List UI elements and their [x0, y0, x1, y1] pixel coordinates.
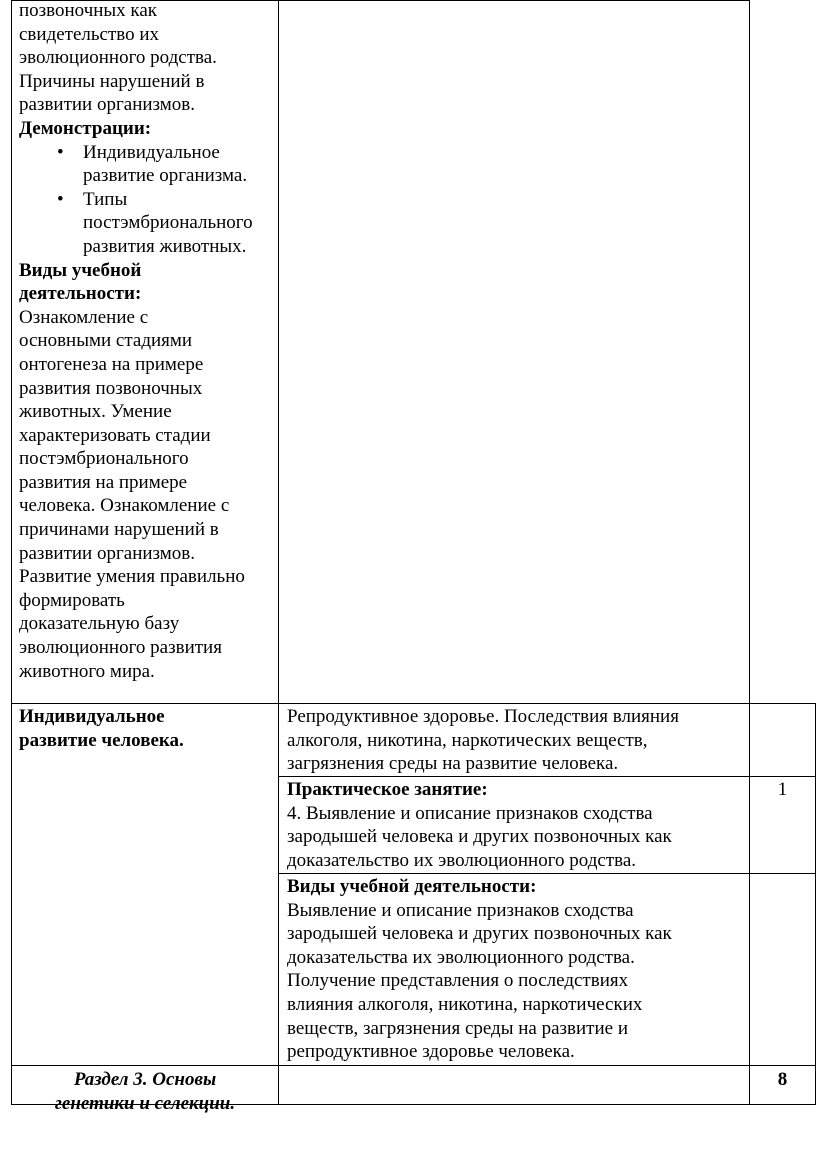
text-line: Ознакомление с [19, 306, 149, 328]
section-title-cell [12, 1068, 278, 1115]
row2-content-cell [287, 705, 747, 776]
text-line: зародышей человека и других позвоночных как [287, 923, 672, 945]
activity-heading: Виды учебной деятельности: [287, 876, 537, 897]
demonstrations-heading: Демонстрации: [19, 117, 152, 139]
text-line: Виды учебной [19, 259, 142, 281]
row2-hours-cell: 1 [777, 779, 788, 800]
text-line: деятельности: [19, 283, 142, 305]
row2-activity-cell [287, 875, 747, 1064]
text-line: доказательство их эволюционного родства. [287, 849, 637, 871]
text-line: развития животных. [83, 235, 247, 257]
text-line: постэмбрионального [83, 212, 253, 234]
text-line: веществ, загрязнения среды на развитие и [287, 1017, 628, 1039]
text-line: онтогенеза на примере [19, 353, 204, 375]
row2-topic-cell [19, 705, 277, 752]
text-line: Индивидуальное [19, 706, 165, 727]
activity-text [19, 306, 277, 684]
text-line: влияния алкоголя, никотина, наркотических [287, 993, 643, 1015]
text-line: развитии организмов. [19, 542, 196, 564]
column-divider-2 [749, 0, 750, 1104]
text-line: развитии организмов. [19, 94, 196, 116]
text-line: Выявление и описание признаков сходства [287, 899, 634, 921]
text-line: развития позвоночных [19, 377, 203, 399]
row1-intro [19, 0, 277, 117]
demonstrations-list [19, 141, 277, 259]
text-line: Получение представления о последствиях [287, 970, 629, 992]
section-hours-cell: 8 [777, 1069, 788, 1090]
text-line: животного мира. [19, 660, 155, 682]
text-line: человека. Ознакомление с [19, 495, 230, 517]
text-line: постэмбрионального [19, 448, 189, 470]
text-line: алкоголя, никотина, наркотических веществ, [287, 729, 648, 751]
bullet-icon: • [57, 188, 64, 210]
row2-practice-cell [287, 778, 747, 872]
text-line: животных. Умение [19, 401, 172, 423]
text-line: репродуктивное здоровье человека. [287, 1041, 575, 1063]
row-divider-sub-1 [278, 776, 816, 777]
text-line: эволюционного родства. [19, 47, 217, 69]
list-item [19, 141, 277, 188]
text-line: свидетельство их [19, 23, 160, 45]
text-line: эволюционного развития [19, 637, 222, 659]
bullet-icon: • [57, 141, 64, 163]
text-line: Типы [83, 188, 128, 210]
text-line: зародышей человека и других позвоночных как [287, 826, 672, 848]
text-line: развитие человека. [19, 729, 184, 751]
text-line: Причины нарушений в [19, 70, 205, 92]
row-divider-sub-2 [278, 873, 816, 874]
row1-left-cell [19, 0, 277, 683]
text-line: 4. Выявление и описание признаков сходства [287, 802, 653, 824]
text-line: формировать [19, 589, 125, 611]
table-left-border [11, 0, 12, 1104]
text-line: развития на примере [19, 471, 188, 493]
text-line: загрязнения среды на развитие человека. [287, 753, 619, 775]
practice-heading: Практическое занятие: [287, 779, 488, 800]
activity-heading [19, 259, 277, 306]
row-divider-1 [11, 703, 816, 704]
text-line: развитие организма. [83, 165, 248, 187]
column-divider-1 [278, 0, 279, 1104]
list-item [19, 188, 277, 259]
text-line: Репродуктивное здоровье. Последствия влияния [287, 706, 679, 727]
row-divider-2 [11, 1065, 816, 1066]
text-line: Индивидуальное [83, 141, 220, 163]
text-line: причинами нарушений в [19, 519, 219, 541]
text-line: позвоночных как [19, 0, 158, 21]
text-line: основными стадиями [19, 330, 193, 352]
text-line: Развитие умения правильно [19, 566, 245, 588]
text-line: генетики и селекции. [54, 1092, 236, 1114]
text-line: доказательную базу [19, 613, 180, 635]
text-line: доказательства их эволюционного родства. [287, 946, 635, 968]
text-line: Раздел 3. Основы [73, 1069, 217, 1090]
text-line: характеризовать стадии [19, 424, 211, 446]
